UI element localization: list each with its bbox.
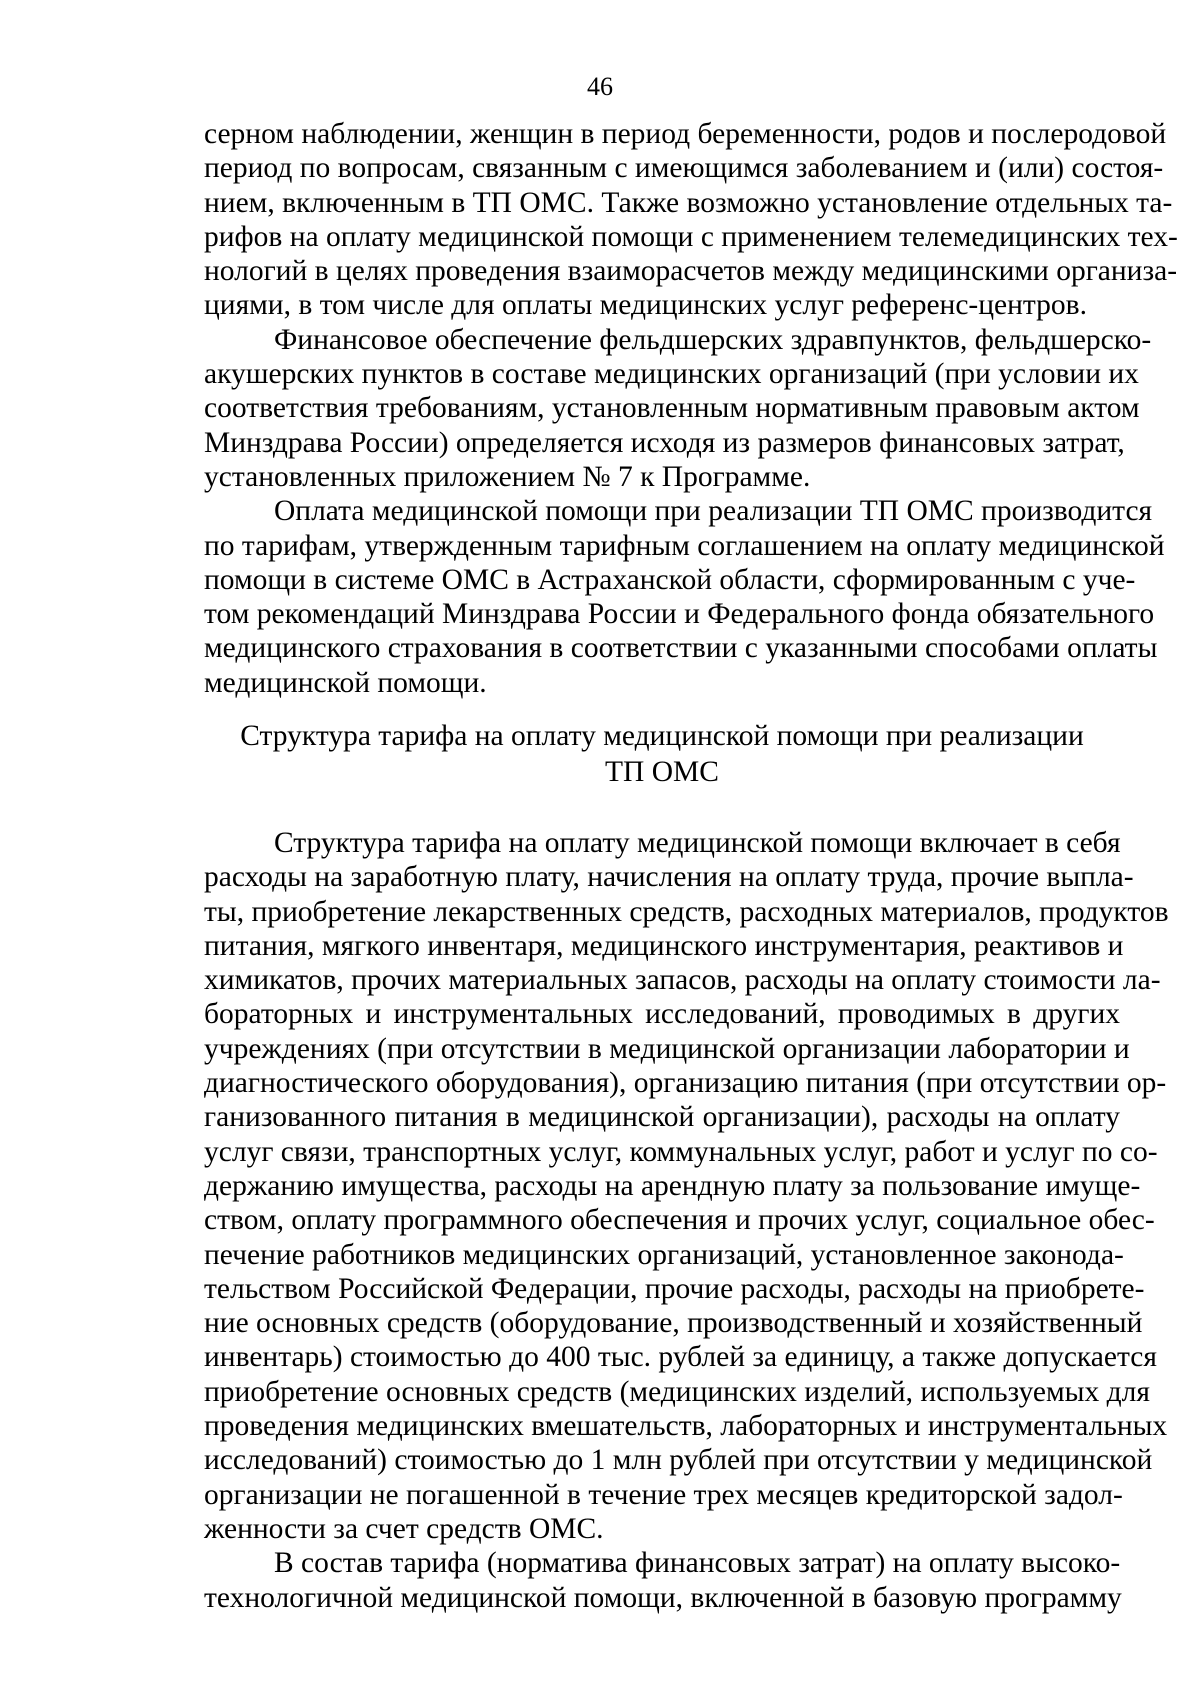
text-line: по тарифам, утвержденным тарифным соглашением на оплату медицинской [204, 529, 1165, 562]
text-line: тельством Российской Федерации, прочие расходы, расходы на приобрете- [204, 1272, 1145, 1305]
paragraph [204, 826, 1169, 1546]
text-line: установленных приложением № 7 к Программе. [204, 460, 811, 493]
text-line: ганизованного питания в медицинской организации), расходы на оплату [204, 1101, 1120, 1134]
text-line: ты, приобретение лекарственных средств, расходных материалов, продуктов [204, 895, 1169, 928]
text-line: Финансовое обеспечение фельдшерских здравпунктов, фельдшерско- [274, 323, 1152, 356]
text-line: приобретение основных средств (медицинских изделий, используемых для [204, 1375, 1150, 1408]
text-line: серном наблюдении, женщин в период беременности, родов и послеродовой [204, 118, 1167, 150]
paragraph [204, 323, 1152, 494]
paragraph [204, 117, 1178, 323]
heading-line: ТП ОМС [605, 756, 719, 788]
heading-line: Структура тарифа на оплату медицинской помощи при реализации [240, 720, 1084, 752]
text-line: организации не погашенной в течение трех месяцев кредиторской задол- [204, 1478, 1123, 1511]
text-line: Структура тарифа на оплату медицинской помощи включает в себя [274, 827, 1121, 859]
text-line: медицинской помощи. [204, 666, 487, 699]
text-line: медицинского страхования в соответствии с указанными способами оплаты [204, 632, 1158, 665]
text-line: держанию имущества, расходы на арендную плату за пользование имуще- [204, 1169, 1141, 1202]
paragraph [204, 1546, 1120, 1615]
text-line: рифов на оплату медицинской помощи с применением телемедицинских тех- [204, 220, 1178, 253]
text-line: проведения медицинских вмешательств, лабораторных и инструментальных [204, 1410, 1168, 1443]
body-text-top [204, 117, 1178, 700]
text-line: инвентарь) стоимостью до 400 тыс. рублей за единицу, а также допускается [204, 1341, 1157, 1374]
text-line: печение работников медицинских организаций, установленное законода- [204, 1238, 1124, 1271]
text-line: исследований) стоимостью до 1 млн рублей при отсутствии у медицинской [204, 1444, 1153, 1477]
text-line: расходы на заработную плату, начисления на оплату труда, прочие выпла- [204, 861, 1134, 894]
paragraph [204, 494, 1165, 700]
text-line: том рекомендаций Минздрава России и Федерального фонда обязательного [204, 598, 1155, 631]
text-line: женности за счет средств ОМС. [204, 1512, 604, 1545]
text-line: химикатов, прочих материальных запасов, расходы на оплату стоимости ла- [204, 964, 1161, 997]
text-line: питания, мягкого инвентаря, медицинского инструментария, реактивов и [204, 929, 1124, 962]
section-heading [204, 718, 1120, 790]
body-text-bottom [204, 826, 1169, 1615]
text-line: соответствия требованиям, установленным нормативным правовым актом [204, 392, 1140, 425]
text-line: ством, оплату программного обеспечения и прочих услуг, социальное обес- [204, 1204, 1155, 1237]
text-line: акушерских пунктов в составе медицинских организаций (при условии их [204, 358, 1139, 391]
text-line: учреждениях (при отсутствии в медицинской организации лаборатории и [204, 1032, 1130, 1065]
text-line: бораторных и инструментальных исследований, проводимых в других [204, 998, 1120, 1031]
text-line: помощи в системе ОМС в Астраханской области, сформированным с уче- [204, 563, 1136, 596]
text-line: диагностического оборудования), организацию питания (при отсутствии ор- [204, 1067, 1167, 1100]
text-line: период по вопросам, связанным с имеющимся заболеванием и (или) состоя- [204, 152, 1164, 185]
text-line: Оплата медицинской помощи при реализации ТП ОМС производится [274, 495, 1153, 528]
text-line: Минздрава России) определяется исходя из размеров финансовых затрат, [204, 426, 1125, 459]
text-line: ние основных средств (оборудование, производственный и хозяйственный [204, 1307, 1143, 1340]
text-line: технологичной медицинской помощи, включенной в базовую программу [204, 1581, 1122, 1614]
page-number: 46 [587, 72, 613, 101]
text-line: нием, включенным в ТП ОМС. Также возможно установление отдельных та- [204, 186, 1173, 219]
text-line: нологий в целях проведения взаиморасчетов между медицинскими организа- [204, 255, 1178, 288]
text-line: циями, в том числе для оплаты медицинских услуг референс-центров. [204, 289, 1087, 322]
text-line: услуг связи, транспортных услуг, коммунальных услуг, работ и услуг по со- [204, 1135, 1158, 1168]
text-line: В состав тарифа (норматива финансовых затрат) на оплату высоко- [274, 1547, 1121, 1580]
